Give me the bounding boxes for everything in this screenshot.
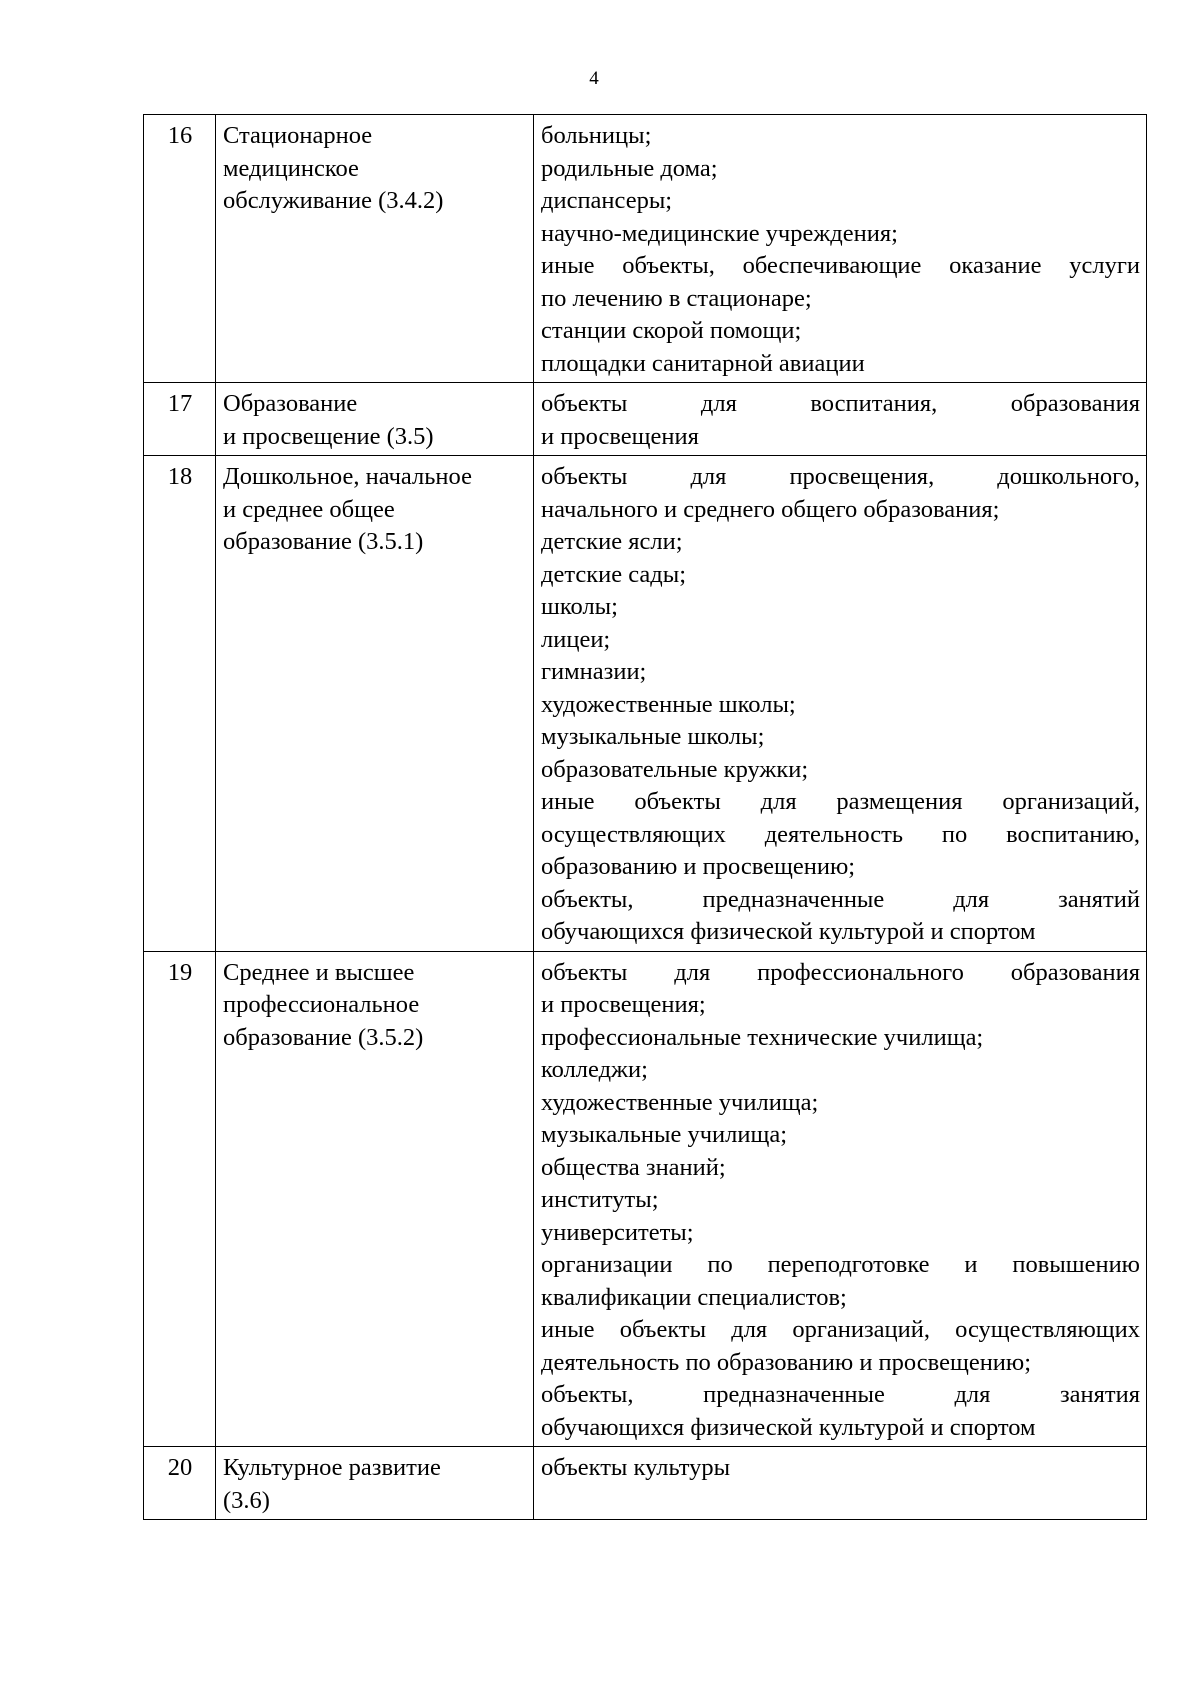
- table-body: [144, 115, 1147, 1520]
- land-use-name-cell: [216, 456, 534, 952]
- permitted-object-line: школы;: [541, 593, 618, 620]
- permitted-object-line: музыкальные школы;: [541, 723, 765, 750]
- land-use-name-cell: [216, 951, 534, 1447]
- permitted-objects-cell: [534, 115, 1147, 383]
- permitted-object-line: художественные училища;: [541, 1088, 819, 1116]
- permitted-object-line: объекты, предназначенные для занятия: [541, 1381, 1140, 1408]
- permitted-object-line: больницы;: [541, 122, 652, 149]
- land-use-name-line: обслуживание (3.4.2): [223, 187, 444, 214]
- land-use-name-cell: [216, 1447, 534, 1520]
- table-row: [144, 456, 1147, 952]
- permitted-object-line: колледжи;: [541, 1056, 648, 1083]
- permitted-objects-cell: [534, 1447, 1147, 1520]
- permitted-object-line: институты;: [541, 1186, 659, 1213]
- permitted-object-line: музыкальные училища;: [541, 1121, 788, 1148]
- land-use-name-cell: [216, 383, 534, 456]
- land-use-name-line: профессиональное: [223, 991, 420, 1018]
- land-use-name-line: Образование: [223, 390, 358, 417]
- permitted-object-line: организации по переподготовке и повышению: [541, 1251, 1140, 1278]
- permitted-objects-cell: [534, 383, 1147, 456]
- permitted-object-line: иные объекты для размещения организаций,: [541, 788, 1140, 815]
- permitted-object-line: станции скорой помощи;: [541, 317, 802, 344]
- table-row: [144, 951, 1147, 1447]
- permitted-object-line: обучающихся физической культурой и спортом: [541, 918, 1036, 945]
- land-use-name-line: образование (3.5.2): [223, 1023, 424, 1051]
- permitted-object-line: гимназии;: [541, 658, 647, 685]
- permitted-object-line: образованию и просвещению;: [541, 853, 856, 880]
- permitted-object-line: осуществляющих деятельность по воспитанию,: [541, 820, 1140, 848]
- row-number-cell: 17: [144, 383, 216, 456]
- permitted-objects-cell: [534, 456, 1147, 952]
- row-number-cell: 18: [144, 456, 216, 952]
- permitted-object-line: квалификации специалистов;: [541, 1283, 847, 1311]
- page-number: 4: [589, 68, 599, 89]
- permitted-object-line: начального и среднего общего образования;: [541, 495, 1000, 523]
- land-use-table: [143, 114, 1147, 1520]
- permitted-object-line: образовательные кружки;: [541, 755, 809, 783]
- land-use-name-line: и просвещение (3.5): [223, 422, 434, 450]
- permitted-object-line: иные объекты, обеспечивающие оказание услуги: [541, 252, 1140, 279]
- permitted-object-line: деятельность по образованию и просвещению;: [541, 1348, 1032, 1376]
- land-use-name-line: и среднее общее: [223, 495, 395, 523]
- permitted-object-line: профессиональные технические училища;: [541, 1023, 984, 1051]
- land-use-name-line: (3.6): [223, 1486, 270, 1514]
- row-number-cell: 20: [144, 1447, 216, 1520]
- land-use-name-cell: [216, 115, 534, 383]
- permitted-object-line: объекты для профессионального образования: [541, 958, 1140, 986]
- table-row: [144, 115, 1147, 383]
- row-number-cell: 19: [144, 951, 216, 1447]
- permitted-object-line: объекты для воспитания, образования: [541, 390, 1140, 417]
- permitted-object-line: по лечению в стационаре;: [541, 284, 812, 312]
- land-use-name-line: Среднее и высшее: [223, 958, 415, 986]
- permitted-objects-cell: [534, 951, 1147, 1447]
- permitted-object-line: лицеи;: [541, 625, 611, 653]
- permitted-object-line: объекты, предназначенные для занятий: [541, 885, 1140, 913]
- permitted-object-line: иные объекты для организаций, осуществляющих: [541, 1316, 1140, 1343]
- permitted-object-line: художественные школы;: [541, 690, 796, 718]
- land-use-name-line: Дошкольное, начальное: [223, 463, 472, 490]
- permitted-object-line: площадки санитарной авиации: [541, 349, 865, 377]
- permitted-object-line: детские сады;: [541, 560, 687, 588]
- permitted-object-line: объекты культуры: [541, 1454, 731, 1481]
- permitted-object-line: и просвещения;: [541, 991, 706, 1018]
- table-row: [144, 383, 1147, 456]
- land-use-name-line: Стационарное: [223, 122, 373, 149]
- permitted-object-line: и просвещения: [541, 422, 699, 450]
- permitted-object-line: обучающихся физической культурой и спортом: [541, 1413, 1036, 1441]
- permitted-object-line: университеты;: [541, 1218, 694, 1246]
- land-use-name-line: медицинское: [223, 154, 359, 182]
- row-number-cell: 16: [144, 115, 216, 383]
- permitted-object-line: объекты для просвещения, дошкольного,: [541, 463, 1140, 490]
- land-use-name-line: образование (3.5.1): [223, 528, 424, 555]
- permitted-object-line: научно-медицинские учреждения;: [541, 219, 898, 247]
- land-use-name-line: Культурное развитие: [223, 1454, 441, 1481]
- permitted-object-line: диспансеры;: [541, 187, 673, 214]
- permitted-object-line: общества знаний;: [541, 1153, 726, 1181]
- permitted-object-line: родильные дома;: [541, 154, 718, 182]
- table-row: [144, 1447, 1147, 1520]
- permitted-object-line: детские ясли;: [541, 528, 683, 555]
